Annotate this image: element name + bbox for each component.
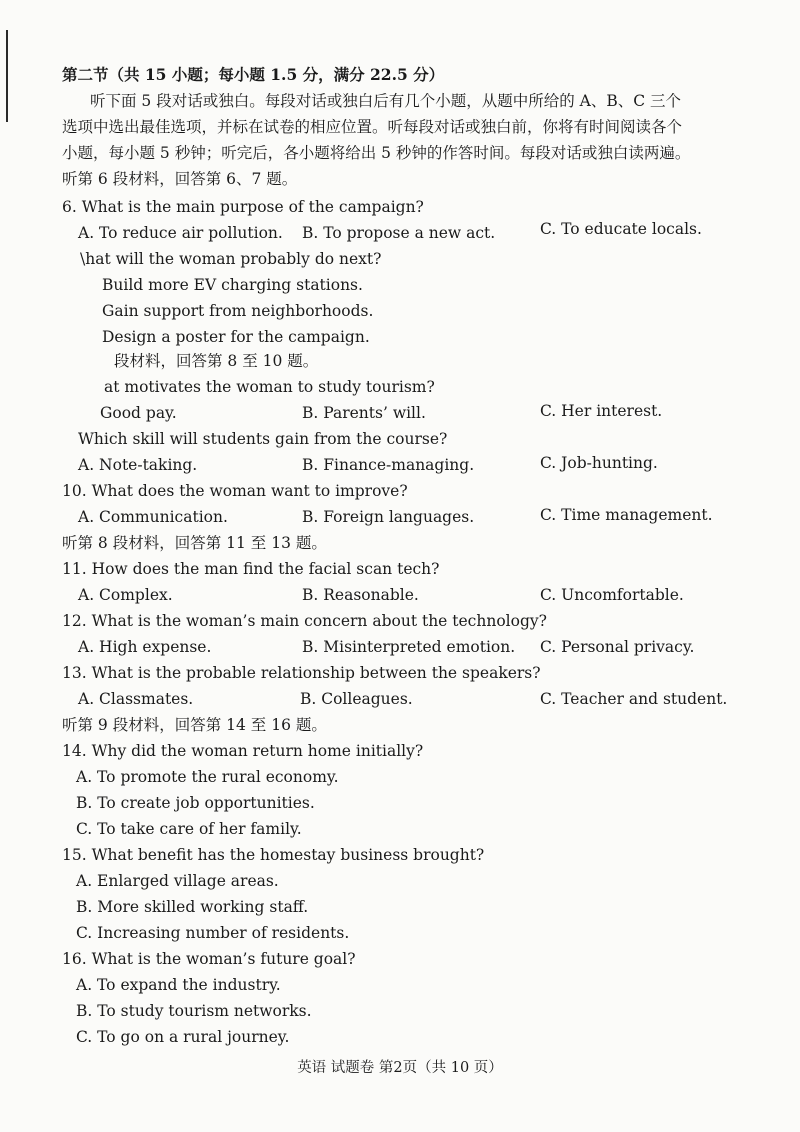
option-c: C. To educate locals. [540,220,702,238]
option-b: B. Reasonable. [302,586,419,604]
intro-line: 听下面 5 段对话或独白。每段对话或独白后有几个小题，从题中所给的 A、B、C 三个 [90,92,682,110]
question-stem: 14. Why did the woman return home initially? [62,742,424,760]
option-c: C. To take care of her family. [76,820,302,838]
intro-line: 选项中选出最佳选项，并标在试卷的相应位置。听每段对话或独白前，你将有时间阅读各个 [62,118,683,136]
option-a: A. Communication. [78,508,228,526]
intro-line: 小题，每小题 5 秒钟；听完后，各小题将给出 5 秒钟的作答时间。每段对话或独白读两遍。 [62,144,691,162]
option-c: C. Time management. [540,506,713,524]
option-a: A. To expand the industry. [76,976,281,994]
option-c: C. Increasing number of residents. [76,924,350,942]
option-b: B. Misinterpreted emotion. [302,638,516,656]
group-instruction: 听第 8 段材料，回答第 11 至 13 题。 [62,534,327,552]
option-b: B. Foreign languages. [302,508,475,526]
option-a: A. Complex. [78,586,173,604]
question-stem: 6. What is the main purpose of the campaign? [62,198,424,216]
option-a: A. To reduce air pollution. [78,224,283,242]
option-c: C. To go on a rural journey. [76,1028,290,1046]
option-c: Design a poster for the campaign. [102,328,370,346]
option-c: C. Her interest. [540,402,663,420]
option-b: B. To study tourism networks. [76,1002,312,1020]
option-b: Gain support from neighborhoods. [102,302,374,320]
option-a: A. Enlarged village areas. [76,872,279,890]
section-heading: 第二节（共 15 小题；每小题 1.5 分，满分 22.5 分） [62,65,445,84]
option-a: A. Classmates. [78,690,194,708]
option-a: Build more EV charging stations. [102,276,363,294]
option-a: A. To promote the rural economy. [76,768,339,786]
option-c: C. Personal privacy. [540,638,695,656]
question-stem: 11. How does the man find the facial scan tech? [62,560,440,578]
option-a: Good pay. [100,404,177,422]
option-b: B. To propose a new act. [302,224,496,242]
page-footer: 英语 试题卷 第2页（共 10 页） [297,1060,503,1076]
question-stem: Which skill will students gain from the course? [78,430,448,448]
option-b: B. Finance-managing. [302,456,475,474]
question-stem: 15. What benefit has the homestay business brought? [62,846,485,864]
question-stem: at motivates the woman to study tourism? [104,378,435,396]
group-instruction: 听第 9 段材料，回答第 14 至 16 题。 [62,716,327,734]
option-c: C. Teacher and student. [540,690,728,708]
question-stem: 13. What is the probable relationship between the speakers? [62,664,541,682]
option-b: B. Colleagues. [300,690,413,708]
question-stem: \hat will the woman probably do next? [80,250,382,268]
option-a: A. High expense. [78,638,212,656]
option-b: B. To create job opportunities. [76,794,315,812]
option-c: C. Uncomfortable. [540,586,684,604]
option-c: C. Job-hunting. [540,454,658,472]
option-b: B. Parents’ will. [302,404,426,422]
question-stem: 16. What is the woman’s future goal? [62,950,356,968]
question-stem: 12. What is the woman’s main concern about the technology? [62,612,547,630]
option-a: A. Note-taking. [78,456,198,474]
option-b: B. More skilled working staff. [76,898,309,916]
question-stem: 10. What does the woman want to improve? [62,482,408,500]
group-instruction: 段材料，回答第 8 至 10 题。 [114,352,319,370]
group-instruction: 听第 6 段材料，回答第 6、7 题。 [62,170,298,188]
